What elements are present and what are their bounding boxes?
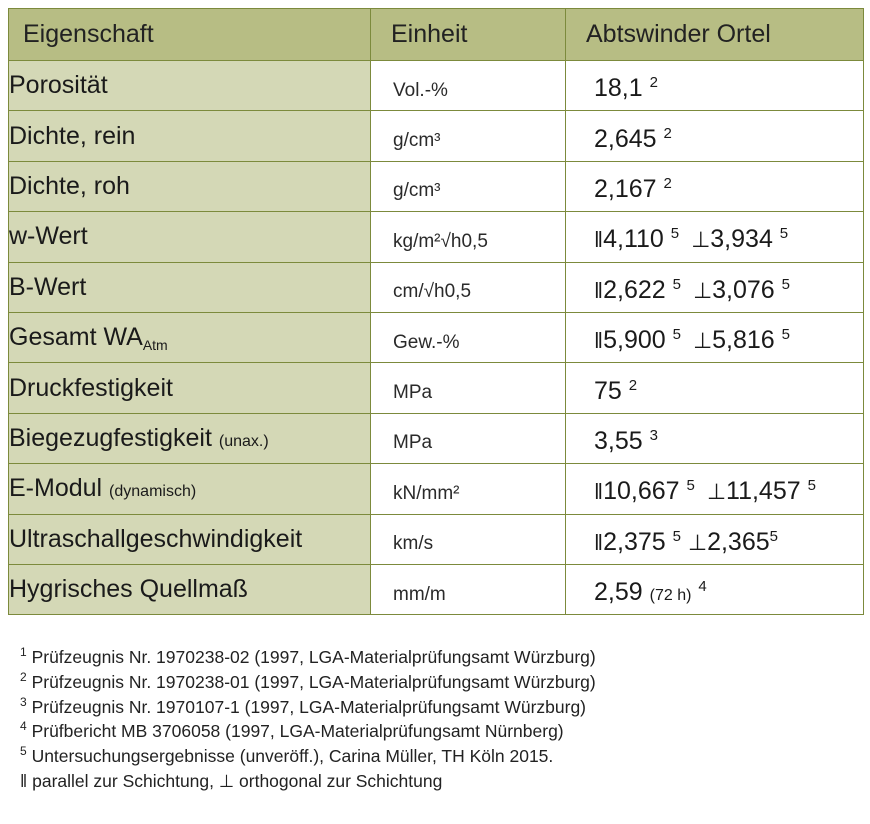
value-note: (72 h): [649, 587, 692, 605]
property-name: Porosität: [9, 61, 371, 111]
footnote-ref: 5: [781, 275, 790, 293]
footnote-ref: 5: [672, 527, 681, 545]
property-name: Hygrisches Quellmaß: [9, 564, 371, 614]
footnote-text: Prüfbericht MB 3706058 (1997, LGA-Materialprüfungsamt Nürnberg): [31, 721, 564, 742]
property-unit: MPa: [371, 363, 566, 413]
footnote-ref: 5: [672, 275, 681, 293]
footnotes: [20, 645, 596, 794]
footnote-number: 3: [20, 694, 27, 709]
property-value: [566, 564, 864, 614]
footnote-ref: 3: [649, 426, 658, 444]
orthogonal-symbol: ⊥: [706, 479, 727, 505]
orthogonal-symbol: ⊥: [691, 227, 711, 253]
property-name: B-Wert: [9, 262, 371, 312]
property-unit: MPa: [371, 413, 566, 463]
footnote-ref: 5: [807, 477, 816, 495]
footnote-text: Untersuchungsergebnisse (unveröff.), Carina Müller, TH Köln 2015.: [31, 746, 554, 767]
header-material: Abtswinder Ortel: [566, 9, 864, 61]
table-row: [9, 363, 864, 413]
property-unit: cm/√h0,5: [371, 262, 566, 312]
footnote-item: [20, 670, 596, 695]
parallel-symbol: ‖: [594, 227, 604, 253]
property-value: [566, 111, 864, 161]
parallel-value: 10,667: [603, 477, 680, 506]
parallel-symbol: ‖: [594, 328, 604, 354]
property-unit: kg/m²√h0,5: [371, 212, 566, 262]
footnote-ref: 5: [781, 326, 790, 344]
footnote-ref: 5: [769, 527, 778, 545]
property-value: [566, 363, 864, 413]
property-name: Gesamt $WA_{Atm}$: [9, 312, 371, 362]
property-name: E-Modul (dynamisch): [9, 464, 371, 514]
table-row: [9, 413, 864, 463]
parallel-symbol: ‖: [20, 770, 28, 791]
properties-table-wrapper: [8, 8, 863, 615]
table-row: [9, 564, 864, 614]
property-note: (unax.): [218, 432, 269, 450]
property-unit: km/s: [371, 514, 566, 564]
parallel-symbol: ‖: [594, 277, 604, 303]
value-text: 18,1: [594, 74, 643, 103]
parallel-value: 2,622: [603, 275, 666, 304]
table-row: [9, 161, 864, 211]
footnote-text: Prüfzeugnis Nr. 1970238-01 (1997, LGA-Materialprüfungsamt Würzburg): [31, 671, 596, 692]
orthogonal-legend-text: orthogonal zur Schichtung: [239, 770, 443, 791]
table-row: [9, 312, 864, 362]
properties-table: [8, 8, 864, 615]
footnote-text: Prüfzeugnis Nr. 1970238-02 (1997, LGA-Materialprüfungsamt Würzburg): [31, 647, 596, 667]
value-text: 2,59: [594, 578, 643, 607]
footnote-number: 1: [20, 645, 27, 659]
property-note: (dynamisch): [109, 483, 197, 501]
footnote-ref: 5: [686, 477, 695, 495]
property-unit: kN/mm²: [371, 464, 566, 514]
orthogonal-value: 3,934: [710, 225, 773, 254]
property-value: [566, 262, 864, 312]
property-unit: Vol.-%: [371, 61, 566, 111]
footnote-ref: 5: [672, 326, 681, 344]
table-row: [9, 514, 864, 564]
footnote-ref: 2: [663, 124, 672, 142]
footnote-item: [20, 645, 596, 670]
table-row: [9, 111, 864, 161]
parallel-value: 4,110: [603, 225, 664, 254]
orthogonal-value: 5,816: [712, 326, 775, 355]
footnote-ref: 2: [649, 74, 658, 92]
table-row: [9, 464, 864, 514]
property-name: Biegezugfestigkeit (unax.): [9, 413, 371, 463]
value-text: 2,167: [594, 174, 657, 203]
property-unit: Gew.-%: [371, 312, 566, 362]
table-body: [9, 61, 864, 615]
footnote-text: Prüfzeugnis Nr. 1970107-1 (1997, LGA-Materialprüfungsamt Würzburg): [31, 696, 586, 717]
value-text: 3,55: [594, 426, 643, 455]
table-header: [9, 9, 864, 61]
property-name: Dichte, rein: [9, 111, 371, 161]
orthogonal-symbol: ⊥: [692, 277, 713, 303]
orthogonal-symbol: ⊥: [218, 770, 235, 791]
property-value: [566, 413, 864, 463]
footnote-number: 4: [20, 719, 27, 734]
property-name: w-Wert: [9, 212, 371, 262]
header-unit: Einheit: [371, 9, 566, 61]
table-row: [9, 212, 864, 262]
orthogonal-value: 2,365: [707, 527, 770, 556]
property-name: Ultraschallgeschwindigkeit: [9, 514, 371, 564]
parallel-legend-text: parallel zur Schichtung,: [32, 770, 215, 791]
property-value: [566, 161, 864, 211]
property-value: [566, 464, 864, 514]
property-unit: g/cm³: [371, 111, 566, 161]
footnote-item: [20, 744, 596, 769]
property-name: Dichte, roh: [9, 161, 371, 211]
value-text: 75: [594, 376, 622, 405]
footnote-number: 2: [20, 669, 27, 684]
table-row: [9, 262, 864, 312]
footnote-ref: 2: [663, 174, 672, 192]
parallel-symbol: ‖: [594, 529, 604, 555]
orthogonal-value: 3,076: [712, 275, 775, 304]
footnote-ref: 5: [670, 225, 680, 243]
property-unit: mm/m: [371, 564, 566, 614]
parallel-symbol: ‖: [594, 479, 604, 505]
property-value: [566, 312, 864, 362]
value-text: 2,645: [594, 124, 657, 153]
footnote-ref: 4: [698, 578, 707, 596]
property-value: [566, 212, 864, 262]
orthogonal-value: 11,457: [726, 477, 801, 506]
parallel-value: 5,900: [603, 326, 666, 355]
orthogonal-symbol: ⊥: [687, 529, 708, 555]
property-name: Druckfestigkeit: [9, 363, 371, 413]
property-subscript: Atm: [142, 337, 168, 354]
property-value: [566, 514, 864, 564]
orthogonal-symbol: ⊥: [692, 328, 713, 354]
parallel-value: 2,375: [603, 527, 666, 556]
footnote-item: [20, 719, 596, 744]
property-value: [566, 61, 864, 111]
footnote-ref: 5: [779, 225, 789, 243]
header-property: Eigenschaft: [9, 9, 371, 61]
table-row: [9, 61, 864, 111]
footnote-number: 5: [20, 744, 27, 759]
symbol-legend: [20, 769, 596, 794]
property-unit: g/cm³: [371, 161, 566, 211]
footnote-item: [20, 695, 596, 720]
footnote-ref: 2: [628, 376, 638, 394]
